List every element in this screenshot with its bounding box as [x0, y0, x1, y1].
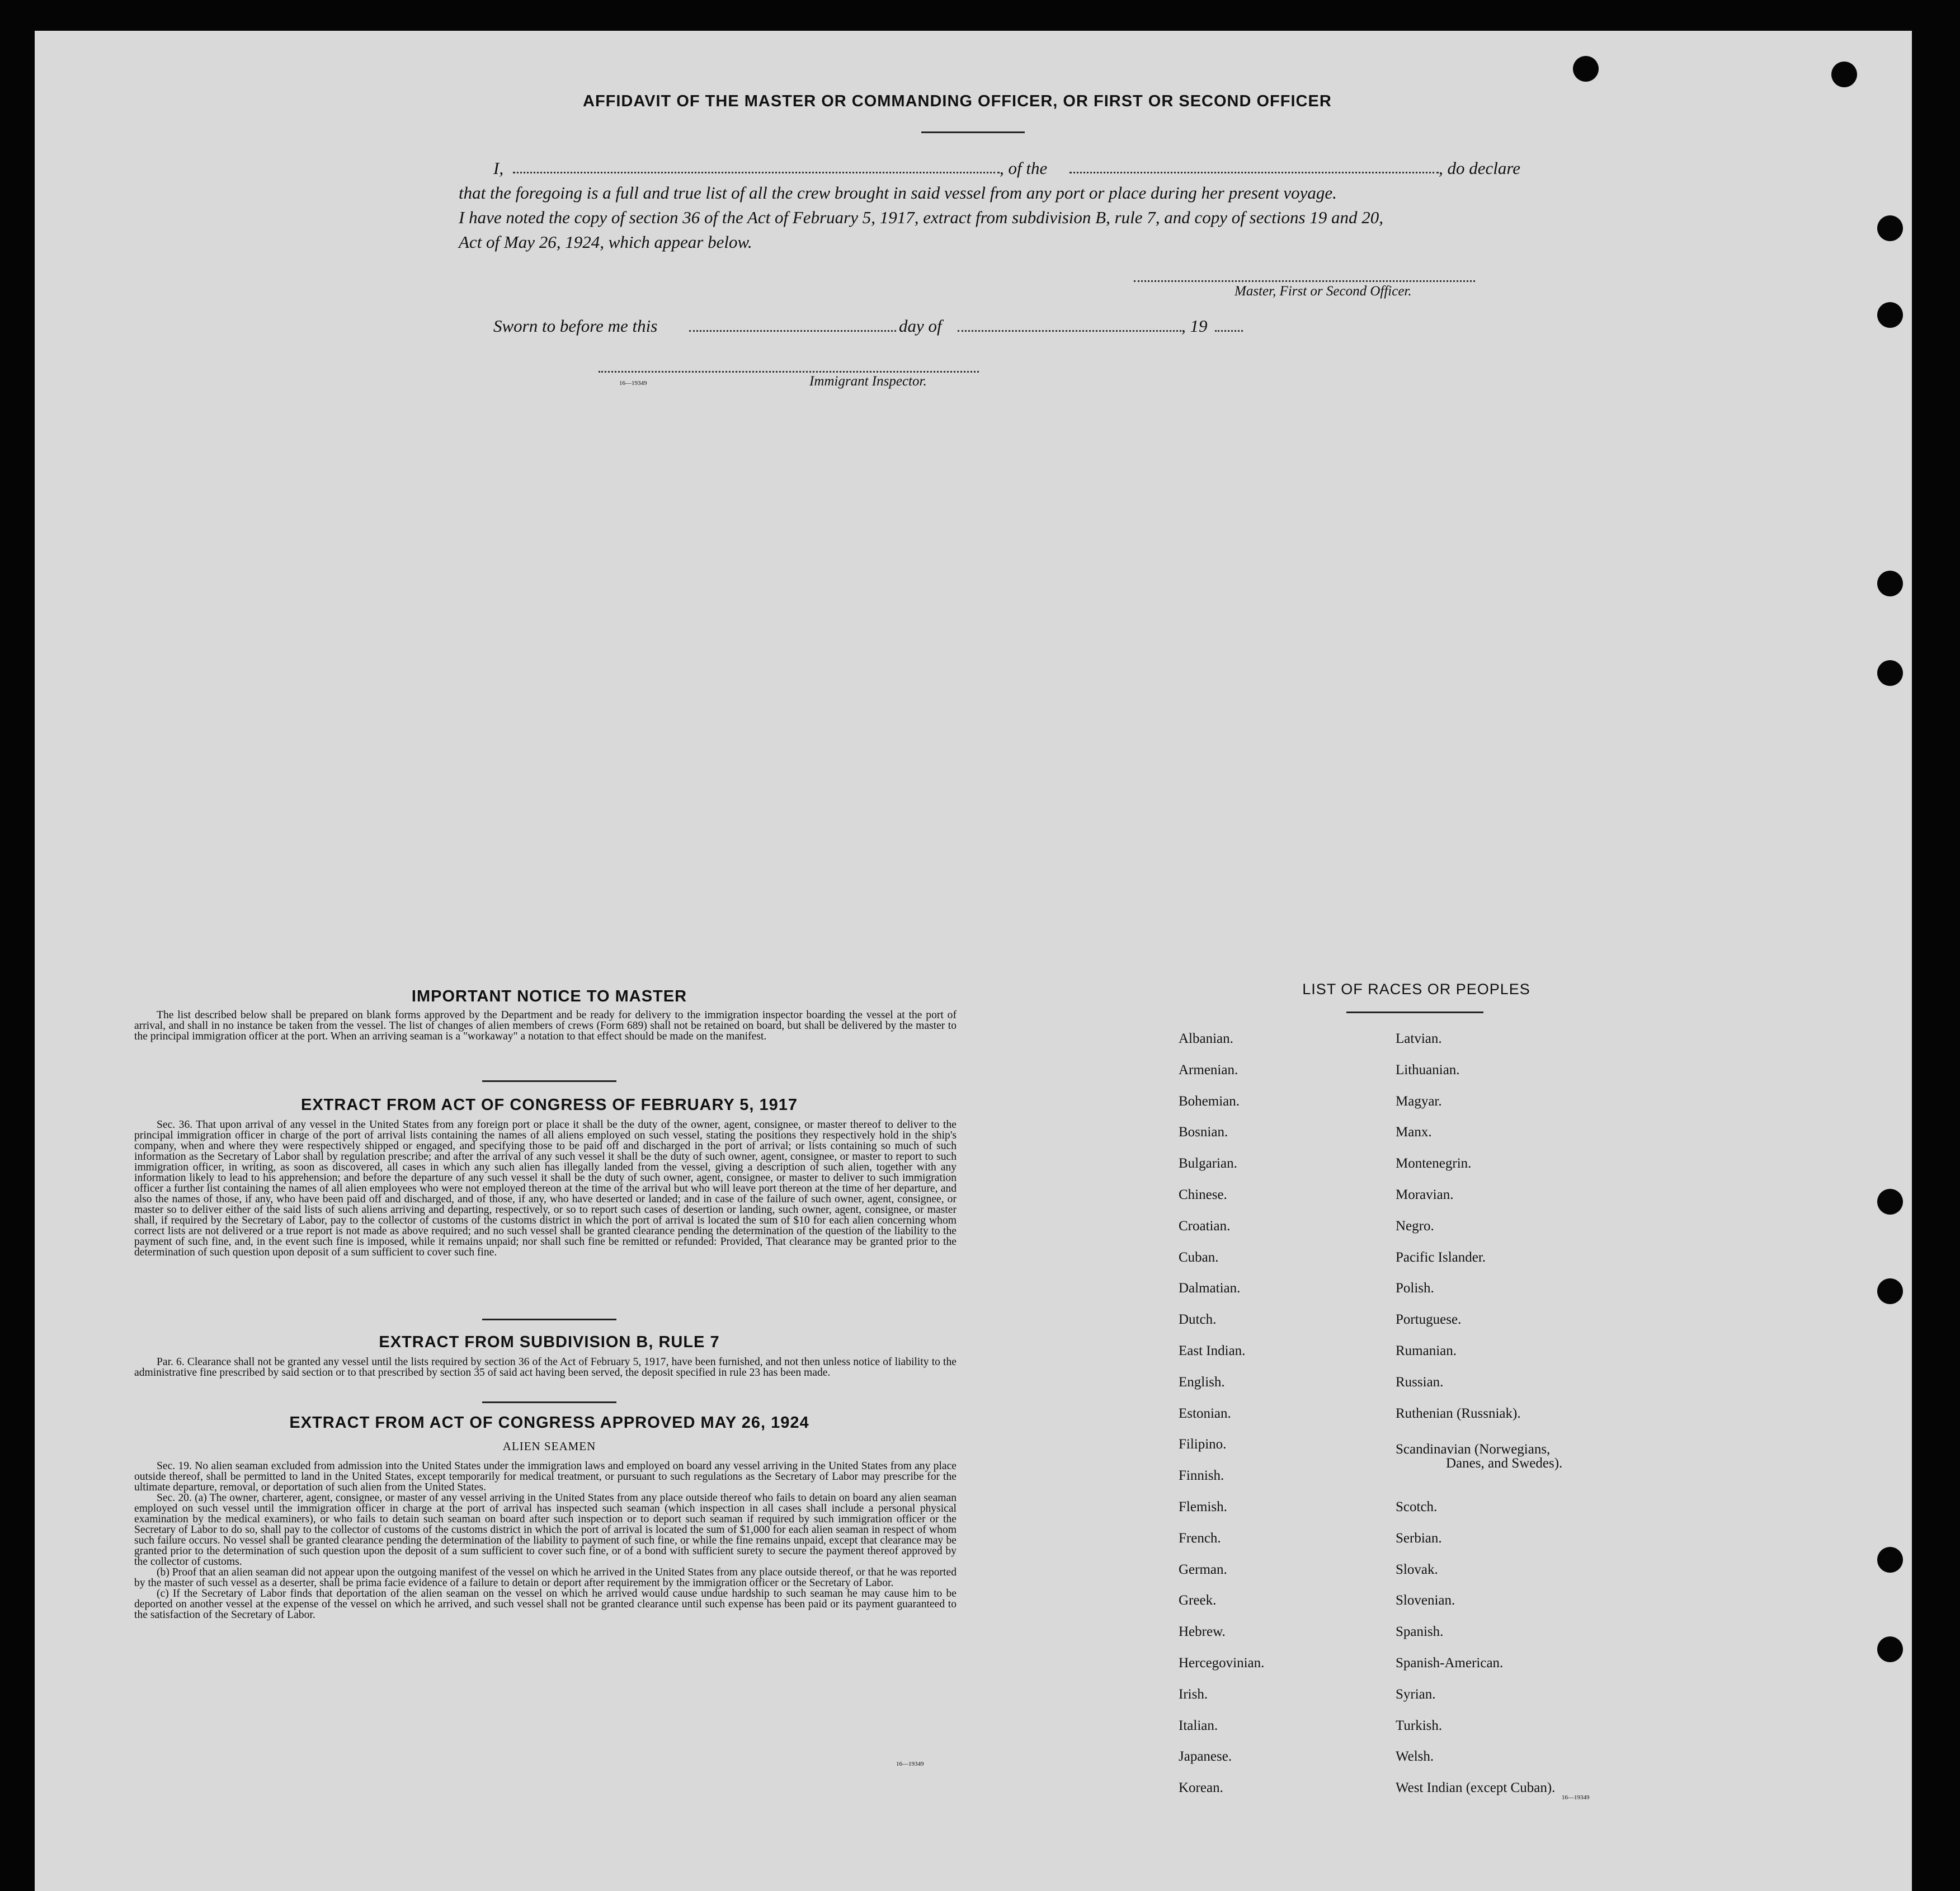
race-item: Albanian. [1179, 1031, 1233, 1046]
extract-rule7-heading: EXTRACT FROM SUBDIVISION B, RULE 7 [379, 1333, 720, 1351]
race-item: Moravian. [1396, 1187, 1454, 1202]
race-item: East Indian. [1179, 1343, 1246, 1358]
race-item: Serbian. [1396, 1530, 1442, 1546]
race-item: Manx. [1396, 1125, 1432, 1140]
race-item: Welsh. [1396, 1749, 1434, 1765]
punch-hole [1877, 1189, 1903, 1215]
section-divider [482, 1319, 616, 1320]
form-number: 16—19349 [619, 380, 647, 387]
section-divider [482, 1401, 616, 1403]
race-item: Spanish-American. [1396, 1655, 1504, 1671]
extract-1924-text [134, 1461, 957, 1620]
affidavit-statement-line: that the foregoing is a full and true list of all the crew brought in said vessel from any port or place during her present voyage. [459, 183, 1337, 203]
race-item: Cuban. [1179, 1249, 1219, 1265]
master-signature-blank[interactable] [1134, 280, 1475, 282]
punch-hole [1877, 1278, 1903, 1304]
race-item: Hebrew. [1179, 1624, 1226, 1640]
extract-1917-heading: EXTRACT FROM ACT OF CONGRESS OF FEBRUARY 5, 1917 [300, 1096, 798, 1114]
sworn-day-blank[interactable] [689, 330, 896, 332]
race-item: Dalmatian. [1179, 1281, 1241, 1296]
race-item: Estonian. [1179, 1405, 1231, 1421]
race-item: German. [1179, 1561, 1227, 1577]
affidavit-title: AFFIDAVIT OF THE MASTER OR COMMANDING OFFICER, OR FIRST OR SECOND OFFICER [583, 92, 1332, 110]
race-item: Scotch. [1396, 1499, 1438, 1514]
race-item: Korean. [1179, 1780, 1223, 1796]
race-item: Spanish. [1396, 1624, 1444, 1640]
punch-hole [1877, 1636, 1903, 1662]
affidavit-statement-line: I have noted the copy of section 36 of the Act of February 5, 1917, extract from subdivision B, rule 7, and copy of sections 19 and 20, [459, 208, 1384, 227]
race-item: French. [1179, 1530, 1221, 1546]
race-item: Danes, and Swedes). [1446, 1456, 1563, 1471]
race-item: Pacific Islander. [1396, 1249, 1486, 1265]
notice-heading: IMPORTANT NOTICE TO MASTER [411, 987, 687, 1005]
race-item: Montenegrin. [1396, 1156, 1472, 1172]
section-19-paragraph: Sec. 19. No alien seaman excluded from admission into the United States under the immigration laws and employed on board any vessel arriving in the United States from any place outside thereof, shall be permitted to land in the United States, except temporarily for medical treatment, or pursuant to such regulations as the Secretary of Labor may prescribe for the ultimate departure, removal, or deportation of such alien from the United States. [134, 1460, 957, 1493]
race-item: Chinese. [1179, 1187, 1227, 1202]
race-item: Magyar. [1396, 1093, 1442, 1109]
race-item: Syrian. [1396, 1686, 1436, 1702]
punch-hole [1831, 62, 1857, 87]
race-item: Lithuanian. [1396, 1062, 1460, 1078]
inspector-signature-blank[interactable] [599, 371, 979, 373]
race-item: Bosnian. [1179, 1125, 1228, 1140]
race-item: Turkish. [1396, 1718, 1443, 1733]
affidavit-i-label: I, [493, 158, 504, 178]
section-36-paragraph: Sec. 36. That upon arrival of any vessel in the United States from any foreign port or place it shall be the duty of the owner, agent, consignee, or master thereof to deliver to the principal immigration officer in charge of the port of arrival lists containing the names of all aliens employed on such vessel, stating the positions they respectively hold in the ship's company, when and where they were respectively shipped or engaged, and specifying those to be paid off and discharged in the port of arrival; or lists containing so much of such information as the Secretary of Labor shall by regulation prescribe; and after the arrival of any such vessel it shall be the duty of such owner, agent, consignee, or master to report to such immigration officer, in writing, as soon as discovered, all cases in which any such alien has illegally landed from the vessel, giving a description of such alien, together with any information likely to lead to his apprehension; and before the departure of any such vessel it shall be the duty of such owner, agent, consignee, or master to deliver to such immigration officer a further list containing the names of all alien employees who were not employed thereon at the time of the arrival but who will leave port thereon at the time of her departure, and also the names of those, if any, who have been paid off and discharged, and of those, if any, who have deserted or landed; and in case of the failure of such owner, agent, consignee, or master so to deliver either of the said lists of such aliens arriving and departing, respectively, or so to report such cases of desertion or landing, such owner, agent, consignee, or master shall, if required by the Secretary of Labor, pay to the collector of customs of the customs district in which the port of arrival is located the sum of $10 for each alien concerning whom correct lists are not delivered or a true report is not made as above required; and no such vessel shall be granted clearance pending the determination of the question of the liability to the payment of such fine, and, in the event such fine is imposed, while it remains unpaid; nor shall such fine be remitted or refunded: Provided, That clearance may be granted prior to the determination of such question upon deposit of a sum sufficient to cover such fine. [134, 1119, 957, 1258]
race-item: Irish. [1179, 1686, 1208, 1702]
alien-seamen-subheading: ALIEN SEAMEN [502, 1440, 596, 1453]
race-item: Bohemian. [1179, 1093, 1240, 1109]
day-of-label: day of [899, 316, 942, 336]
notice-paragraph: The list described below shall be prepared on blank forms approved by the Department and be ready for delivery to the immigration inspector boarding the vessel at the port of arrival, and shall in no instance be taken from the vessel. The list of changes of alien members of crews (Form 689) shall not be retained on board, but shall be delivered by the master to the principal immigration officer at the port. When an arriving seaman is a "workaway" a notation to that effect should be made on the manifest. [134, 1009, 957, 1042]
extract-rule7-text [134, 1357, 957, 1378]
punch-hole [1877, 215, 1903, 241]
year-label: , 19 [1181, 316, 1208, 336]
race-item: Negro. [1396, 1218, 1434, 1234]
form-number: 16—19349 [896, 1761, 924, 1767]
form-sheet [35, 31, 1912, 1891]
race-item: English. [1179, 1374, 1225, 1390]
punch-hole [1573, 56, 1599, 82]
sworn-year-blank[interactable] [1215, 330, 1243, 332]
section-20b-paragraph: (b) Proof that an alien seaman did not appear upon the outgoing manifest of the vessel on which he arrived in the United States from any place outside thereof, or that he was reported by the master of such vessel as a deserter, shall be prima facie evidence of a failure to detain or deport after requirement by the immigration officer or the Secretary of Labor. [134, 1567, 957, 1589]
sworn-month-blank[interactable] [958, 330, 1181, 332]
punch-hole [1877, 302, 1903, 328]
punch-hole [1877, 660, 1903, 686]
inspector-label: Immigrant Inspector. [809, 374, 927, 389]
race-item: Croatian. [1179, 1218, 1231, 1234]
section-divider [482, 1080, 616, 1082]
punch-hole [1877, 1547, 1903, 1573]
race-item: Hercegovinian. [1179, 1655, 1265, 1671]
race-item: Armenian. [1179, 1062, 1238, 1078]
race-item: Italian. [1179, 1718, 1218, 1733]
vessel-blank[interactable] [1069, 172, 1439, 173]
notice-text [134, 1010, 957, 1042]
race-item: Ruthenian (Russniak). [1396, 1405, 1521, 1421]
punch-hole [1877, 571, 1903, 596]
race-item: Scandinavian (Norwegians, [1396, 1442, 1551, 1457]
race-item: Filipino. [1179, 1437, 1227, 1452]
section-20c-paragraph: (c) If the Secretary of Labor finds that deportation of the alien seaman on the vessel on which he arrived would cause undue hardship to such seaman he may cause him to be deported on another vessel at the expense of the vessel on which he arrived, and such vessel shall not be granted clearance until such expense has been paid or its payment guaranteed to the satisfaction of the Secretary of Labor. [134, 1588, 957, 1621]
paragraph-6: Par. 6. Clearance shall not be granted any vessel until the lists required by section 36 of the Act of February 5, 1917, have been furnished, and not then unless notice of liability to the administrative fine prescribed by said section or to that prescribed by section 35 of said act having been served, the deposit specified in rule 23 has been made. [134, 1356, 957, 1379]
race-item: West Indian (except Cuban). [1396, 1780, 1556, 1796]
of-the-label: , of the [1000, 158, 1048, 178]
race-item: Slovak. [1396, 1561, 1438, 1577]
race-item: Russian. [1396, 1374, 1444, 1390]
race-item: Finnish. [1179, 1468, 1224, 1484]
race-item: Latvian. [1396, 1031, 1442, 1046]
extract-1924-heading: EXTRACT FROM ACT OF CONGRESS APPROVED MAY 26, 1924 [289, 1414, 809, 1432]
sworn-label: Sworn to before me this [493, 316, 658, 336]
extract-1917-text [134, 1119, 957, 1258]
master-signature-label: Master, First or Second Officer. [1235, 284, 1412, 299]
section-20a-paragraph: Sec. 20. (a) The owner, charterer, agent, consignee, or master of any vessel arriving in the United States from any place outside thereof who fails to detain on board any alien seaman employed on such vessel until the immigration officer in charge at the port of arrival has inspected such seaman (which inspection in all cases shall include a personal physical examination by the medical examiners), or who fails to detain such seaman on board after such inspection or to deport such seaman if required by such immigration officer or the Secretary of Labor to do so, shall pay to the collector of customs of the customs district in which the port of arrival is located the sum of $1,000 for each alien seaman in respect of whom such failure occurs. No vessel shall be granted clearance pending the determination of the liability to payment of such fine, or while the fine remains unpaid, except that clearance may be granted prior to the determination of such question upon the deposit of a sum sufficient to cover such fine, or of a bond with sufficient surety to secure the payment thereof approved by the collector of customs. [134, 1492, 957, 1568]
race-item: Bulgarian. [1179, 1156, 1237, 1172]
do-declare-label: , do declare [1439, 158, 1521, 178]
race-item: Flemish. [1179, 1499, 1227, 1514]
race-item: Japanese. [1179, 1749, 1232, 1765]
form-number: 16—19349 [1562, 1794, 1590, 1801]
race-item: Portuguese. [1396, 1312, 1462, 1328]
race-item: Dutch. [1179, 1312, 1217, 1328]
races-heading: LIST OF RACES OR PEOPLES [1302, 981, 1530, 998]
name-blank[interactable] [513, 172, 1000, 173]
race-item: Slovenian. [1396, 1593, 1455, 1608]
race-item: Greek. [1179, 1593, 1217, 1608]
races-divider [1346, 1012, 1483, 1013]
race-item: Polish. [1396, 1281, 1434, 1296]
race-item: Rumanian. [1396, 1343, 1457, 1358]
affidavit-statement-line: Act of May 26, 1924, which appear below. [459, 232, 752, 252]
title-divider [921, 131, 1025, 133]
